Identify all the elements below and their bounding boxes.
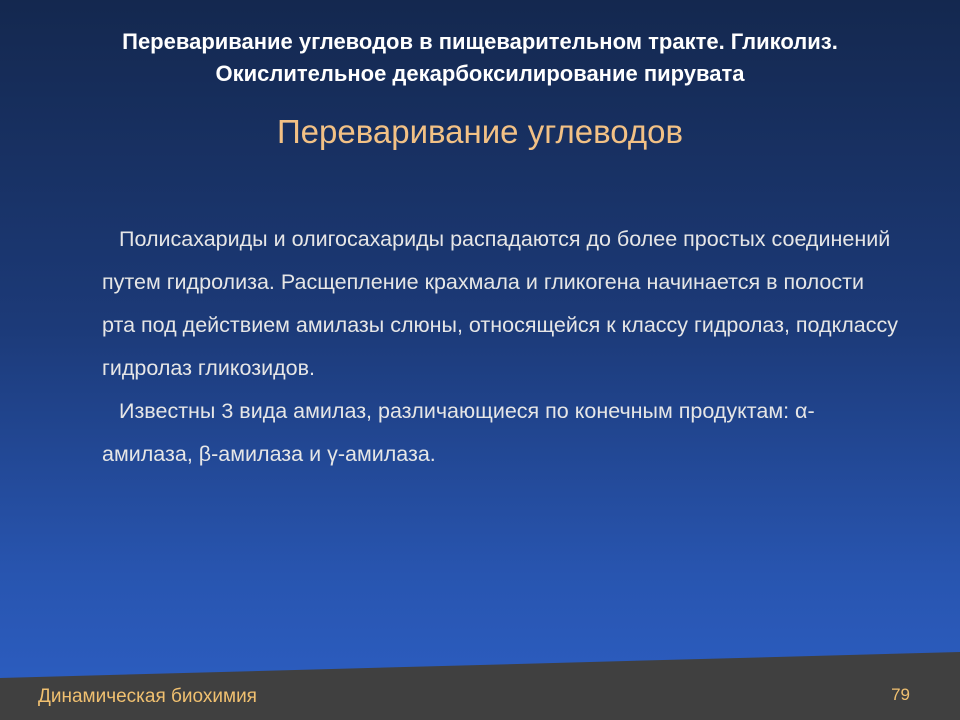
- section-title: Переваривание углеводов: [276, 113, 684, 150]
- header-line-1: Переваривание углеводов в пищеварительном тракте. Гликолиз.: [122, 29, 838, 54]
- page-number: 79: [891, 685, 910, 704]
- paragraph-polysaccharides: Полисахариды и олигосахариды распадаются до более простых соединений путем гидролиза. Расщепление крахмала и гликогена начинается в полости рта под действием амилазы слюны, относящейся к классу гидролаз, подклассу гидролаз гликозидов.: [102, 227, 898, 380]
- header-line-2: Окислительное декарбоксилирование пирувата: [215, 61, 745, 86]
- paragraph-amylases: Известны 3 вида амилаз, различающиеся по конечным продуктам: α-амилаза, β-амилаза и γ-амилаза.: [102, 399, 815, 466]
- footer-course-name: Динамическая биохимия: [38, 686, 257, 707]
